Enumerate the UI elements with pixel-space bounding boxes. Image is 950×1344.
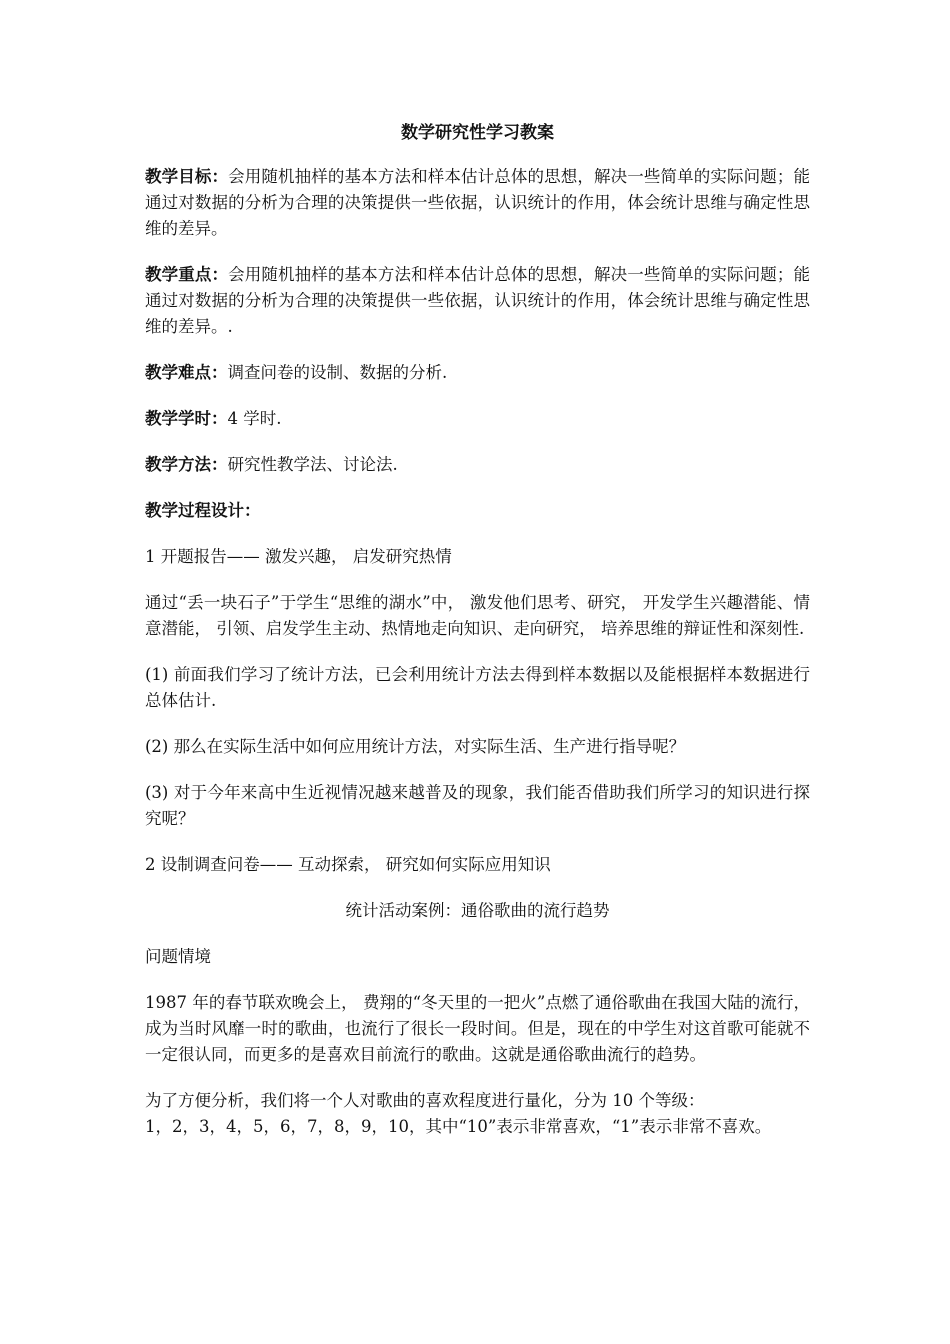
hours-label: 教学学时：: [145, 409, 228, 428]
methods-paragraph: [145, 452, 810, 478]
document-title: 数学研究性学习教案: [401, 123, 554, 143]
process-heading: 教学过程设计：: [145, 501, 261, 520]
key-points-paragraph: [145, 262, 810, 340]
scenario-text: 1987 年的春节联欢晚会上， 费翔的“冬天里的一把火”点燃了通俗歌曲在我国大陆的流行，成为当时风靡一时的歌曲，也流行了很长一段时间。但是，现在的中学生对这首歌可能就不一定很认同，而更多的是喜欢目前流行的歌曲。这就是通俗歌曲流行的趋势。: [145, 993, 810, 1064]
difficulties-label: 教学难点：: [145, 363, 228, 382]
hours-paragraph: [145, 406, 810, 432]
scenario-heading: 问题情境: [145, 947, 211, 966]
section1-intro: 通过“丢一块石子”于学生“思维的湖水”中， 激发他们思考、研究， 开发学生兴趣潜能、情意潜能， 引领、启发学生主动、热情地走向知识、走向研究， 培养思维的辩证性和深刻性.: [145, 593, 810, 638]
objective-label: 教学目标：: [145, 167, 229, 186]
difficulties-text: 调查问卷的设制、数据的分析.: [227, 363, 448, 382]
question-1: (1) 前面我们学习了统计方法，已会利用统计方法去得到样本数据以及能根据样本数据进行总体估计.: [145, 665, 810, 710]
section1-heading: 1 开题报告—— 激发兴趣， 启发研究热情: [145, 547, 452, 566]
key-points-text: 会用随机抽样的基本方法和样本估计总体的思想，解决一些简单的实际问题；能通过对数据的分析为合理的决策提供一些依据，认识统计的作用，体会统计思维与确定性思维的差异。.: [145, 265, 811, 336]
section2-heading: 2 设制调查问卷—— 互动探索， 研究如何实际应用知识: [145, 855, 551, 874]
document-page: [145, 120, 810, 1140]
objective-text: 会用随机抽样的基本方法和样本估计总体的思想，解决一些简单的实际问题；能通过对数据的分析为合理的决策提供一些依据，认识统计的作用，体会统计思维与确定性思维的差异。: [145, 167, 811, 238]
analysis-line-2: 1，2，3，4，5，6，7，8，9，10，其中“10”表示非常喜欢，“1”表示非常不喜欢。: [145, 1117, 772, 1136]
hours-text: 4 学时.: [227, 409, 282, 428]
question-3: (3) 对于今年来高中生近视情况越来越普及的现象，我们能否借助我们所学习的知识进行探究呢？: [145, 783, 810, 828]
objective-paragraph: [145, 164, 810, 242]
methods-label: 教学方法：: [145, 455, 228, 474]
case-title: 统计活动案例：通俗歌曲的流行趋势: [345, 901, 610, 920]
key-points-label: 教学重点：: [145, 265, 229, 284]
methods-text: 研究性教学法、讨论法.: [227, 455, 398, 474]
question-2: (2) 那么在实际生活中如何应用统计方法，对实际生活、生产进行指导呢？: [145, 737, 686, 756]
analysis-line-1: 为了方便分析，我们将一个人对歌曲的喜欢程度进行量化，分为 10 个等级：: [145, 1091, 705, 1110]
difficulties-paragraph: [145, 360, 810, 386]
